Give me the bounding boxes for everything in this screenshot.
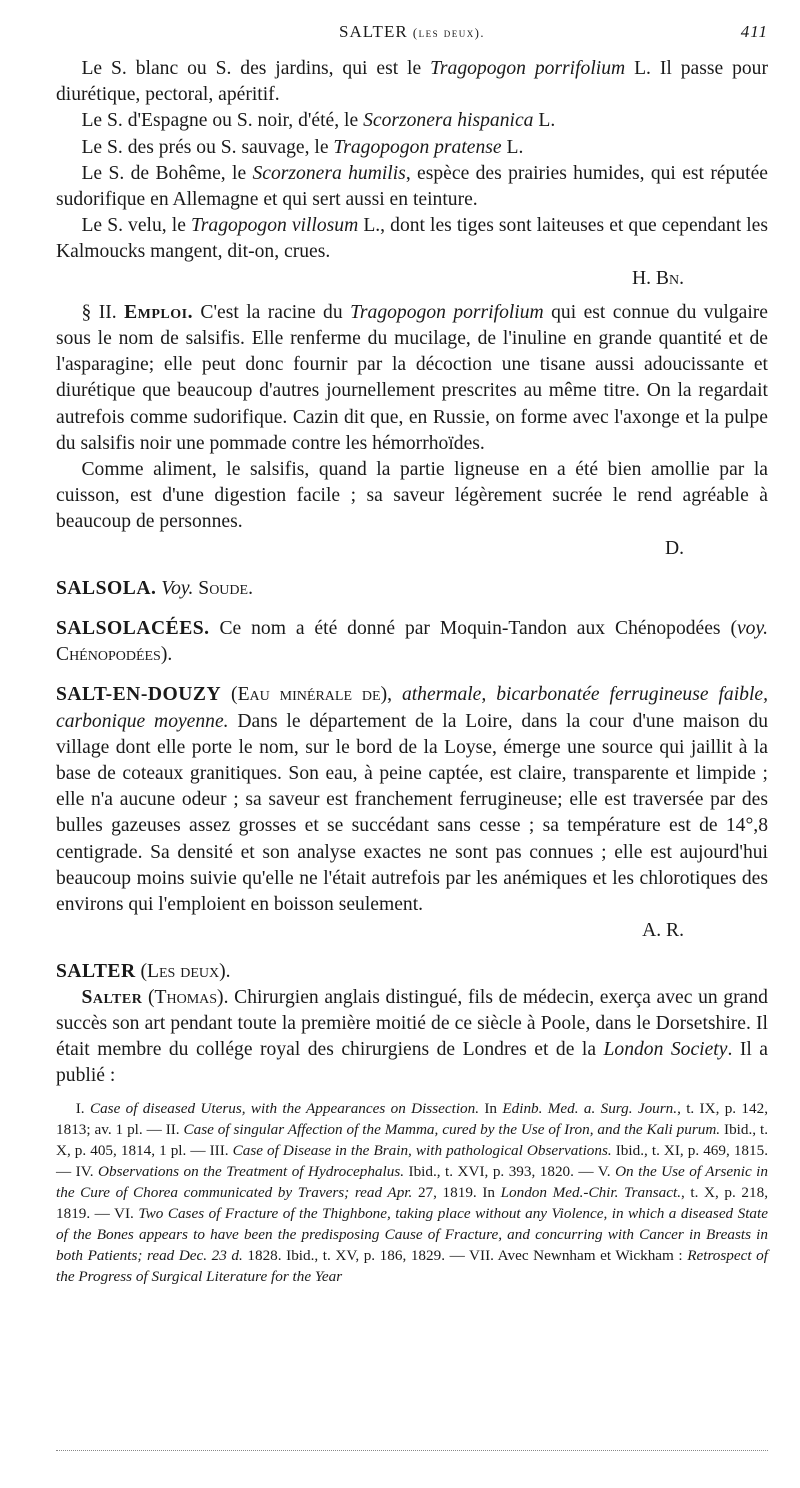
variety-paragraph: Le S. de Bohême, le Scorzonera humilis, espèce des prairies humides, qui est réputée sudorifique en Allemagne et qui sert aussi en teinture. xyxy=(56,162,768,211)
entry-heading: SALTER xyxy=(56,960,136,982)
article-body xyxy=(56,56,768,1090)
running-head xyxy=(56,22,768,46)
variety-paragraph: Le S. velu, le Tragopogon villosum L., dont les tiges sont laiteuses et que cependant les Kalmoucks mangent, dit-on, crues. H. Bn. xyxy=(56,213,768,292)
signature: D. xyxy=(664,537,684,559)
entry-salter-thomas: Salter (Thomas). Chirurgien anglais distingué, fils de médecin, exerça avec un grand succès son art pendant toute la première moitié de ce siècle à Poole, dans le Dorsetshire. Il était membre du collége royal des chirurgiens de Londres et de la London Society. Il a publié : xyxy=(56,986,768,1087)
variety-paragraph: Le S. des prés ou S. sauvage, le Tragopogon pratense L. xyxy=(81,136,524,158)
running-head-name: SALTER xyxy=(339,22,408,41)
entry-heading: SALSOLACÉES. xyxy=(56,618,210,640)
signature: H. Bn. xyxy=(631,267,684,289)
bibliography xyxy=(56,1098,768,1287)
variety-paragraph: Le S. blanc ou S. des jardins, qui est le Tragopogon porrifolium L. Il passe pour diurétique, pectoral, apéritif. xyxy=(56,58,768,106)
emploi-paragraph: Comme aliment, le salsifis, quand la partie ligneuse en a été bien amollie par la cuisson, est d'une digestion facile ; sa saveur légèrement sucrée le rend agréable à beaucoup de personnes. D. xyxy=(56,457,768,562)
section-emploi xyxy=(56,300,768,562)
bibliography-paragraph: I. Case of diseased Uterus, with the Appearances on Dissection. In Edinb. Med. a. Surg. Journ., t. IX, p. 142, 1813; av. 1 pl. — II. Case of singular Affection of the Mamma, cured by the Use of Iron, and the Kali purum. Ibid., t. X, p. 405, 1814, 1 pl. — III. Case of Disease in the Brain, with pathological Observations. Ibid., t. XI, p. 469, 1815. — IV. Observations on the Treatment of Hydrocephalus. Ibid., t. XVI, p. 393, 1820. — V. On the Use of Arsenic in the Cure of Chorea communicated by Travers; read Apr. 27, 1819. In London Med.-Chir. Transact., t. X, p. 218, 1819. — VI. Two Cases of Fracture of the Thighbone, taking place without any Violence, in which a diseased State of the Bones appears to have been the predisposing Cause of Fracture, and concurring with Cancer in Breasts in both Patients; read Dec. 23 d. 1828. Ibid., t. XV, p. 186, 1829. — VII. Avec Newnham et Wickham : Retrospect of the Progress of Surgical Literature for the Year xyxy=(56,1099,768,1285)
emploi-heading: Emploi. xyxy=(124,301,193,323)
page-bottom-rule xyxy=(56,1448,768,1451)
entry-heading: SALT-EN-DOUZY xyxy=(56,684,222,706)
emploi-paragraph: § II. Emploi. C'est la racine du Tragopogon porrifolium qui est connue du vulgaire sous le nom de salsifis. Elle renferme du mucilage, de l'inuline en grande quantité et de l'asparagine; elle peut donc fournir par la décoction une tisane aussi adoucissante et diurétique que beaucoup d'autres journellement prescrites au même titre. On la regardait autrefois comme sudorifique. Cazin dit que, en Russie, on forme avec l'axonge et la pulpe du salsifis noir une pommade contre les hémorrhoïdes. xyxy=(56,301,769,454)
variety-paragraph: Le S. d'Espagne ou S. noir, d'été, le Scorzonera hispanica L. xyxy=(81,110,556,132)
entry-heading: SALSOLA. xyxy=(56,577,157,599)
page-number: 411 xyxy=(740,22,768,41)
entry-salsolacees: SALSOLACÉES. Ce nom a été donné par Moquin-Tandon aux Chénopodées (voy. Chénopodées). xyxy=(56,618,768,666)
person-name: Salter xyxy=(81,986,143,1008)
entry-salsola: SALSOLA. Voy. Soude. xyxy=(56,577,253,599)
entry-salt-en-douzy: SALT-EN-DOUZY (Eau minérale de), athermale, bicarbonatée ferrugineuse faible, carbonique moyenne. Dans le département de la Loire, dans la cour d'une maison du village dont elle porte le nom, sur le bord de la Loyse, émerge une source qui jaillit à la base de coteaux granitiques. Son eau, à peine captée, est claire, transparente et limpide ; elle n'a aucune odeur ; sa saveur est franchement ferrugineuse; elle est traversée par des bulles gazeuses assez grosses et se succédant sans cesse ; sa température est de 14°,8 centigrade. Sa densité et son analyse exactes ne sont pas connues ; elle est aujourd'hui beaucoup moins suivie qu'elle ne l'était autrefois par les anémiques et les chlorotiques des environs qui l'emploient en boisson seulement. A. R. xyxy=(56,682,768,944)
signature: A. R. xyxy=(642,920,684,942)
running-head-sub: (les deux). xyxy=(412,26,485,40)
page xyxy=(56,22,768,1287)
salsifis-varieties xyxy=(56,56,768,292)
entry-salter: SALTER (Les deux). xyxy=(56,960,231,982)
running-head-title xyxy=(56,22,768,42)
